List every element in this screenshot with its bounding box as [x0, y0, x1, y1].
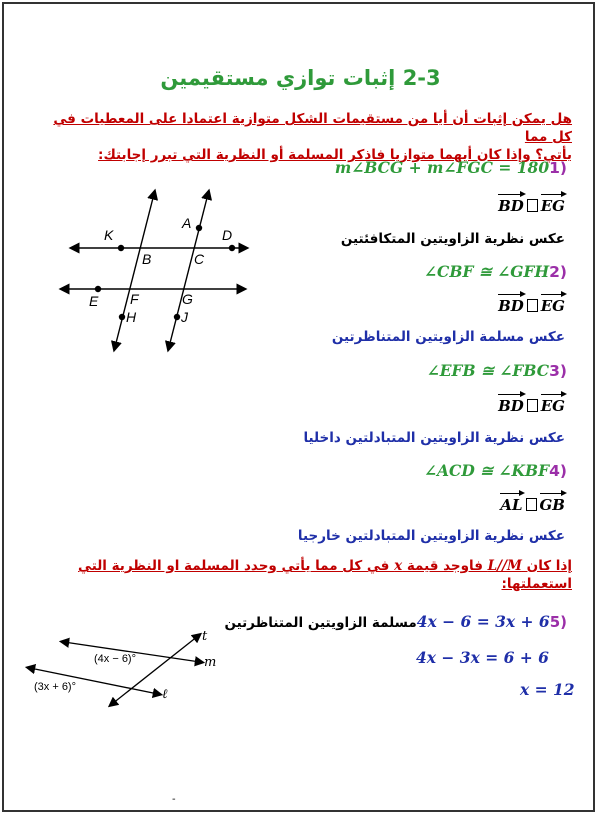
q2-text-a: إذا كان — [521, 558, 572, 574]
label-f: F — [130, 291, 139, 307]
point-a — [196, 225, 202, 231]
point-h — [119, 314, 125, 320]
problem-3-line-right: EG — [540, 397, 565, 415]
problem-5-row — [224, 612, 567, 631]
problem-3-expression: ∠EFB ≅ ∠FBC3) — [426, 361, 567, 380]
parallel-symbol-box — [527, 199, 538, 212]
label-e: E — [89, 293, 99, 309]
worksheet-page — [2, 2, 595, 812]
point-k — [118, 245, 124, 251]
problem-4-reason: عكس نظرية الزاويتين المتبادلتين خارجيا — [297, 528, 565, 544]
problem-5-step-2: 4x − 3x = 6 + 6 — [416, 648, 549, 667]
problem-3-parallel — [498, 397, 565, 415]
point-j — [174, 314, 180, 320]
q2-text-c: في كل مما يأتي وحدد المسلمة او النظرية التي — [78, 558, 395, 574]
transversal-angle-figure — [24, 628, 224, 708]
problem-1-number: 1) — [549, 159, 567, 177]
problem-2-reason: عكس مسلمة الزاويتين المتناظرتين — [331, 329, 565, 345]
problem-4-line-right: GB — [539, 496, 565, 514]
q2-text-b: فاوجد قيمة — [402, 558, 488, 574]
label-l: ℓ — [162, 687, 168, 702]
problem-1-expression: m∠BCG + m∠FGC = 1801) — [334, 158, 567, 177]
label-h: H — [126, 309, 137, 325]
parallel-symbol-box — [526, 498, 537, 511]
problem-4-line-left: AL — [500, 496, 523, 514]
problem-5-equation: 4x − 6 = 3x + 6 — [416, 612, 550, 631]
label-d: D — [222, 227, 233, 243]
question-instructions — [32, 110, 572, 164]
label-a: A — [182, 215, 192, 231]
problem-3-number: 3) — [549, 362, 567, 380]
label-m: m — [204, 655, 217, 670]
problem-1-line-left: BD — [498, 197, 524, 215]
footer-mark: - — [172, 794, 176, 805]
problem-5-answer: x = 12 — [520, 680, 575, 699]
label-j: J — [181, 309, 188, 325]
problem-2-line-left: BD — [498, 297, 524, 315]
problem-2-expression: ∠CBF ≅ ∠GFH2) — [424, 262, 567, 281]
label-k: K — [104, 227, 114, 243]
problem-5-reason: مسلمة الزاويتين المتناظرتين — [224, 615, 417, 631]
problem-3-reason: عكس نظرية الزاويتين المتبادلتين داخليا — [303, 430, 565, 446]
problem-1-parallel — [498, 197, 565, 215]
problem-1-line-right: EG — [540, 197, 565, 215]
label-t: t — [202, 629, 208, 644]
label-angle-bottom: (3x + 6)° — [34, 681, 76, 693]
problem-2-line-right: EG — [540, 297, 565, 315]
question-line-2: يأتي؟ وإذا كان أيهما متوازيا فاذكر المسلمة أو النظرية التي تبرر إجابتك: — [98, 147, 572, 163]
label-c: C — [194, 251, 205, 267]
problem-3-line-left: BD — [498, 397, 524, 415]
problem-1-reason: عكس نظرية الزاويتين المتكافئتين — [340, 231, 565, 247]
parallel-symbol-box — [527, 399, 538, 412]
q2-math: L//M — [487, 558, 522, 574]
page-title: 2-3 إثبات توازي مستقيمين — [160, 66, 441, 90]
question-2-line-2: استعملتها: — [501, 576, 572, 592]
question-line-1: هل يمكن إثبات أن أيا من مستقيمات الشكل متوازية اعتمادا على المعطيات في كل مما — [53, 111, 572, 145]
label-angle-top: (4x − 6)° — [94, 653, 136, 665]
problem-4-number: 4) — [549, 462, 567, 480]
question-2-instructions — [32, 557, 572, 593]
label-g: G — [182, 291, 193, 307]
problem-2-number: 2) — [549, 263, 567, 281]
problem-2-parallel — [498, 297, 565, 315]
problem-4-expression: ∠ACD ≅ ∠KBF4) — [423, 461, 567, 480]
label-b: B — [142, 251, 152, 267]
parallel-symbol-box — [527, 299, 538, 312]
parallel-lines-figure — [56, 182, 256, 362]
problem-5-number: 5) — [549, 613, 567, 631]
problem-4-parallel — [500, 496, 565, 514]
point-d — [229, 245, 235, 251]
q2-variable: x — [394, 558, 403, 574]
point-e — [95, 286, 101, 292]
